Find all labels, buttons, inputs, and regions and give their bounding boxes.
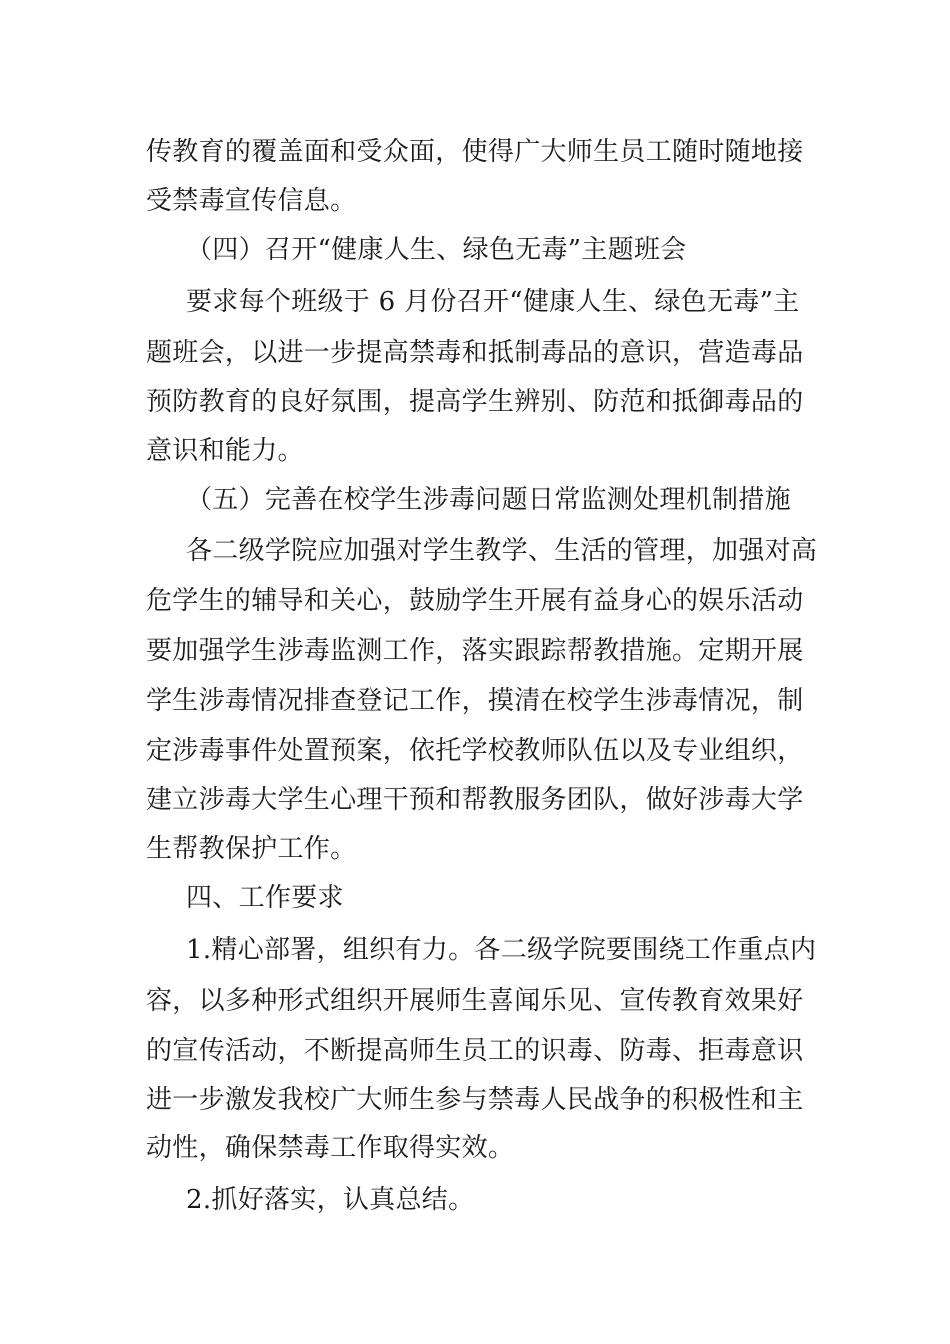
paragraph-line: 容，以多种形式组织开展师生喜闻乐见、宣传教育效果好 (146, 986, 804, 1016)
paragraph-line: 进一步激发我校广大师生参与禁毒人民战争的积极性和主 (146, 1085, 804, 1115)
paragraph-line: 定涉毒事件处置预案，依托学校教师队伍以及专业组织， (146, 736, 804, 766)
paragraph-line: 预防教育的良好氛围，提高学生辨别、防范和抵御毒品的 (146, 387, 804, 417)
paragraph-line: 要加强学生涉毒监测工作，落实跟踪帮教措施。定期开展 (146, 636, 804, 666)
paragraph-line: 题班会，以进一步提高禁毒和抵制毒品的意识，营造毒品 (146, 338, 804, 368)
paragraph-line: 要求每个班级于 6 月份召开“健康人生、绿色无毒”主 (186, 287, 800, 317)
paragraph-line: 建立涉毒大学生心理干预和帮教服务团队，做好涉毒大学 (146, 785, 804, 815)
paragraph-line: 的宣传活动，不断提高师生员工的识毒、防毒、拒毒意识 (146, 1036, 804, 1066)
paragraph-line: 传教育的覆盖面和受众面，使得广大师生员工随时随地接 (146, 137, 804, 167)
paragraph-line: 学生涉毒情况排查登记工作，摸清在校学生涉毒情况，制 (146, 686, 804, 716)
paragraph-line: 危学生的辅导和关心，鼓励学生开展有益身心的娱乐活动 (146, 586, 804, 616)
paragraph-line: 各二级学院应加强对学生教学、生活的管理，加强对高 (186, 536, 818, 566)
paragraph-line: 2.抓好落实，认真总结。 (186, 1185, 475, 1215)
paragraph-line: 1.精心部署，组织有力。各二级学院要围绕工作重点内 (186, 935, 817, 965)
paragraph-line: 动性，确保禁毒工作取得实效。 (146, 1133, 515, 1163)
paragraph-line: 意识和能力。 (146, 436, 304, 466)
section-heading-requirements: 四、工作要求 (186, 883, 344, 913)
section-heading-4: （四）召开“健康人生、绿色无毒”主题班会 (186, 235, 687, 265)
section-heading-5: （五）完善在校学生涉毒问题日常监测处理机制措施 (186, 485, 791, 515)
paragraph-line: 生帮教保护工作。 (146, 834, 357, 864)
paragraph-line: 受禁毒宣传信息。 (146, 186, 357, 216)
